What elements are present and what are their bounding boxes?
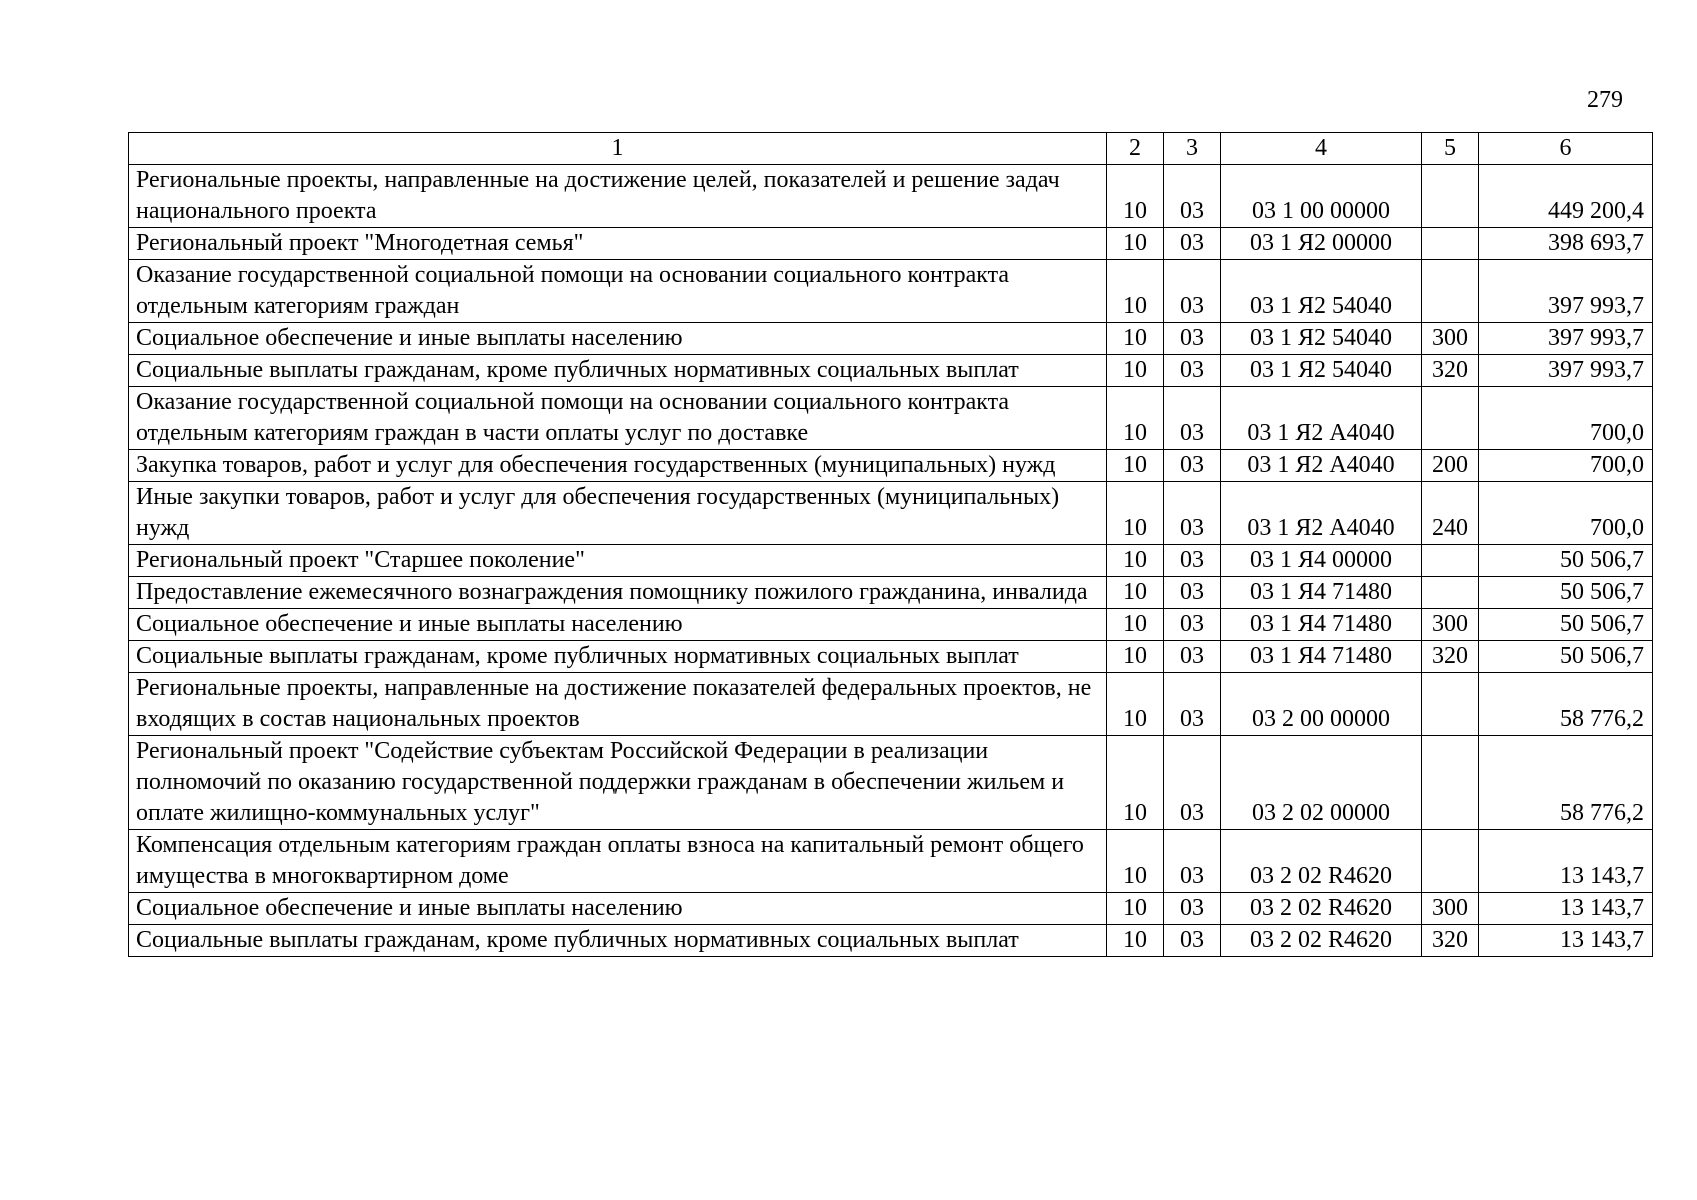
- table-row: [129, 355, 1653, 387]
- cell-type: 300: [1422, 323, 1479, 355]
- cell-sum: 50 506,7: [1479, 545, 1653, 577]
- cell-code: 03 1 Я2 00000: [1221, 228, 1422, 260]
- cell-subsection: 03: [1164, 323, 1221, 355]
- cell-subsection: 03: [1164, 165, 1221, 228]
- table-row: [129, 925, 1653, 957]
- cell-sum: 50 506,7: [1479, 641, 1653, 673]
- cell-name: Оказание государственной социальной помощи на основании социального контракта отдельным категориям граждан: [129, 260, 1107, 323]
- cell-type: 200: [1422, 450, 1479, 482]
- cell-section: 10: [1107, 609, 1164, 641]
- column-header-section: 2: [1107, 133, 1164, 165]
- table-row: [129, 641, 1653, 673]
- cell-section: 10: [1107, 830, 1164, 893]
- cell-code: 03 1 00 00000: [1221, 165, 1422, 228]
- cell-name: Социальные выплаты гражданам, кроме публичных нормативных социальных выплат: [129, 925, 1107, 957]
- column-header-type: 5: [1422, 133, 1479, 165]
- table-row: [129, 830, 1653, 893]
- cell-type: 300: [1422, 609, 1479, 641]
- cell-section: 10: [1107, 323, 1164, 355]
- cell-type: 300: [1422, 893, 1479, 925]
- cell-type: [1422, 577, 1479, 609]
- cell-subsection: 03: [1164, 260, 1221, 323]
- cell-code: 03 2 02 00000: [1221, 736, 1422, 830]
- cell-type: [1422, 165, 1479, 228]
- cell-type: [1422, 830, 1479, 893]
- cell-name: Региональный проект "Многодетная семья": [129, 228, 1107, 260]
- cell-name: Компенсация отдельным категориям граждан оплаты взноса на капитальный ремонт общего имущества в многоквартирном доме: [129, 830, 1107, 893]
- cell-subsection: 03: [1164, 830, 1221, 893]
- cell-subsection: 03: [1164, 893, 1221, 925]
- cell-sum: 58 776,2: [1479, 673, 1653, 736]
- table-row: [129, 673, 1653, 736]
- cell-subsection: 03: [1164, 545, 1221, 577]
- table-row: [129, 893, 1653, 925]
- cell-subsection: 03: [1164, 609, 1221, 641]
- cell-name: Социальные выплаты гражданам, кроме публичных нормативных социальных выплат: [129, 641, 1107, 673]
- cell-section: 10: [1107, 736, 1164, 830]
- cell-sum: 700,0: [1479, 482, 1653, 545]
- cell-sum: 398 693,7: [1479, 228, 1653, 260]
- column-header-sum: 6: [1479, 133, 1653, 165]
- cell-subsection: 03: [1164, 482, 1221, 545]
- table-row: [129, 450, 1653, 482]
- page-number: 279: [1587, 87, 1623, 113]
- cell-sum: 449 200,4: [1479, 165, 1653, 228]
- column-header-code: 4: [1221, 133, 1422, 165]
- cell-code: 03 2 02 R4620: [1221, 925, 1422, 957]
- cell-type: 240: [1422, 482, 1479, 545]
- budget-table: [128, 132, 1653, 957]
- cell-sum: 397 993,7: [1479, 355, 1653, 387]
- cell-section: 10: [1107, 641, 1164, 673]
- cell-type: [1422, 387, 1479, 450]
- cell-section: 10: [1107, 228, 1164, 260]
- table-row: [129, 482, 1653, 545]
- cell-subsection: 03: [1164, 577, 1221, 609]
- cell-sum: 700,0: [1479, 387, 1653, 450]
- table-row: [129, 260, 1653, 323]
- cell-code: 03 1 Я2 54040: [1221, 355, 1422, 387]
- cell-subsection: 03: [1164, 355, 1221, 387]
- cell-code: 03 2 00 00000: [1221, 673, 1422, 736]
- cell-code: 03 1 Я2 А4040: [1221, 482, 1422, 545]
- cell-section: 10: [1107, 450, 1164, 482]
- cell-code: 03 1 Я2 54040: [1221, 323, 1422, 355]
- cell-subsection: 03: [1164, 450, 1221, 482]
- cell-section: 10: [1107, 545, 1164, 577]
- table-row: [129, 545, 1653, 577]
- cell-section: 10: [1107, 925, 1164, 957]
- cell-name: Социальное обеспечение и иные выплаты населению: [129, 609, 1107, 641]
- column-header-name: 1: [129, 133, 1107, 165]
- table-row: [129, 736, 1653, 830]
- cell-name: Иные закупки товаров, работ и услуг для обеспечения государственных (муниципальных) нужд: [129, 482, 1107, 545]
- cell-section: 10: [1107, 893, 1164, 925]
- cell-section: 10: [1107, 673, 1164, 736]
- cell-name: Предоставление ежемесячного вознаграждения помощнику пожилого гражданина, инвалида: [129, 577, 1107, 609]
- cell-type: [1422, 736, 1479, 830]
- cell-subsection: 03: [1164, 641, 1221, 673]
- cell-section: 10: [1107, 577, 1164, 609]
- cell-name: Региональные проекты, направленные на достижение показателей федеральных проектов, не входящих в состав национальных проектов: [129, 673, 1107, 736]
- cell-section: 10: [1107, 387, 1164, 450]
- cell-sum: 58 776,2: [1479, 736, 1653, 830]
- table-row: [129, 609, 1653, 641]
- cell-sum: 50 506,7: [1479, 577, 1653, 609]
- cell-name: Социальные выплаты гражданам, кроме публичных нормативных социальных выплат: [129, 355, 1107, 387]
- cell-sum: 700,0: [1479, 450, 1653, 482]
- cell-code: 03 1 Я4 71480: [1221, 641, 1422, 673]
- cell-subsection: 03: [1164, 925, 1221, 957]
- cell-code: 03 1 Я4 00000: [1221, 545, 1422, 577]
- cell-code: 03 1 Я2 А4040: [1221, 387, 1422, 450]
- cell-type: 320: [1422, 925, 1479, 957]
- table-row: [129, 228, 1653, 260]
- cell-name: Региональные проекты, направленные на достижение целей, показателей и решение задач национального проекта: [129, 165, 1107, 228]
- cell-name: Закупка товаров, работ и услуг для обеспечения государственных (муниципальных) нужд: [129, 450, 1107, 482]
- cell-sum: 50 506,7: [1479, 609, 1653, 641]
- cell-name: Оказание государственной социальной помощи на основании социального контракта отдельным категориям граждан в части оплаты услуг по доставке: [129, 387, 1107, 450]
- table-row: [129, 387, 1653, 450]
- cell-sum: 397 993,7: [1479, 323, 1653, 355]
- cell-type: [1422, 228, 1479, 260]
- table-row: [129, 165, 1653, 228]
- table-row: [129, 577, 1653, 609]
- column-header-subsection: 3: [1164, 133, 1221, 165]
- cell-sum: 13 143,7: [1479, 830, 1653, 893]
- cell-code: 03 1 Я2 А4040: [1221, 450, 1422, 482]
- cell-subsection: 03: [1164, 736, 1221, 830]
- cell-section: 10: [1107, 355, 1164, 387]
- table-header-row: [129, 133, 1653, 165]
- cell-sum: 13 143,7: [1479, 893, 1653, 925]
- cell-sum: 397 993,7: [1479, 260, 1653, 323]
- cell-code: 03 1 Я2 54040: [1221, 260, 1422, 323]
- cell-code: 03 1 Я4 71480: [1221, 577, 1422, 609]
- cell-name: Социальное обеспечение и иные выплаты населению: [129, 323, 1107, 355]
- cell-sum: 13 143,7: [1479, 925, 1653, 957]
- cell-section: 10: [1107, 482, 1164, 545]
- cell-name: Социальное обеспечение и иные выплаты населению: [129, 893, 1107, 925]
- cell-subsection: 03: [1164, 228, 1221, 260]
- cell-subsection: 03: [1164, 673, 1221, 736]
- cell-subsection: 03: [1164, 387, 1221, 450]
- table-row: [129, 323, 1653, 355]
- table-body: [129, 165, 1653, 957]
- cell-code: 03 2 02 R4620: [1221, 893, 1422, 925]
- cell-name: Региональный проект "Старшее поколение": [129, 545, 1107, 577]
- cell-code: 03 2 02 R4620: [1221, 830, 1422, 893]
- cell-name: Региональный проект "Содействие субъектам Российской Федерации в реализации полномочий по оказанию государственной поддержки гражданам в обеспечении жильем и оплате жилищно-коммунальных услуг": [129, 736, 1107, 830]
- cell-type: [1422, 673, 1479, 736]
- cell-type: [1422, 260, 1479, 323]
- cell-section: 10: [1107, 260, 1164, 323]
- cell-section: 10: [1107, 165, 1164, 228]
- cell-type: 320: [1422, 355, 1479, 387]
- cell-type: [1422, 545, 1479, 577]
- cell-code: 03 1 Я4 71480: [1221, 609, 1422, 641]
- cell-type: 320: [1422, 641, 1479, 673]
